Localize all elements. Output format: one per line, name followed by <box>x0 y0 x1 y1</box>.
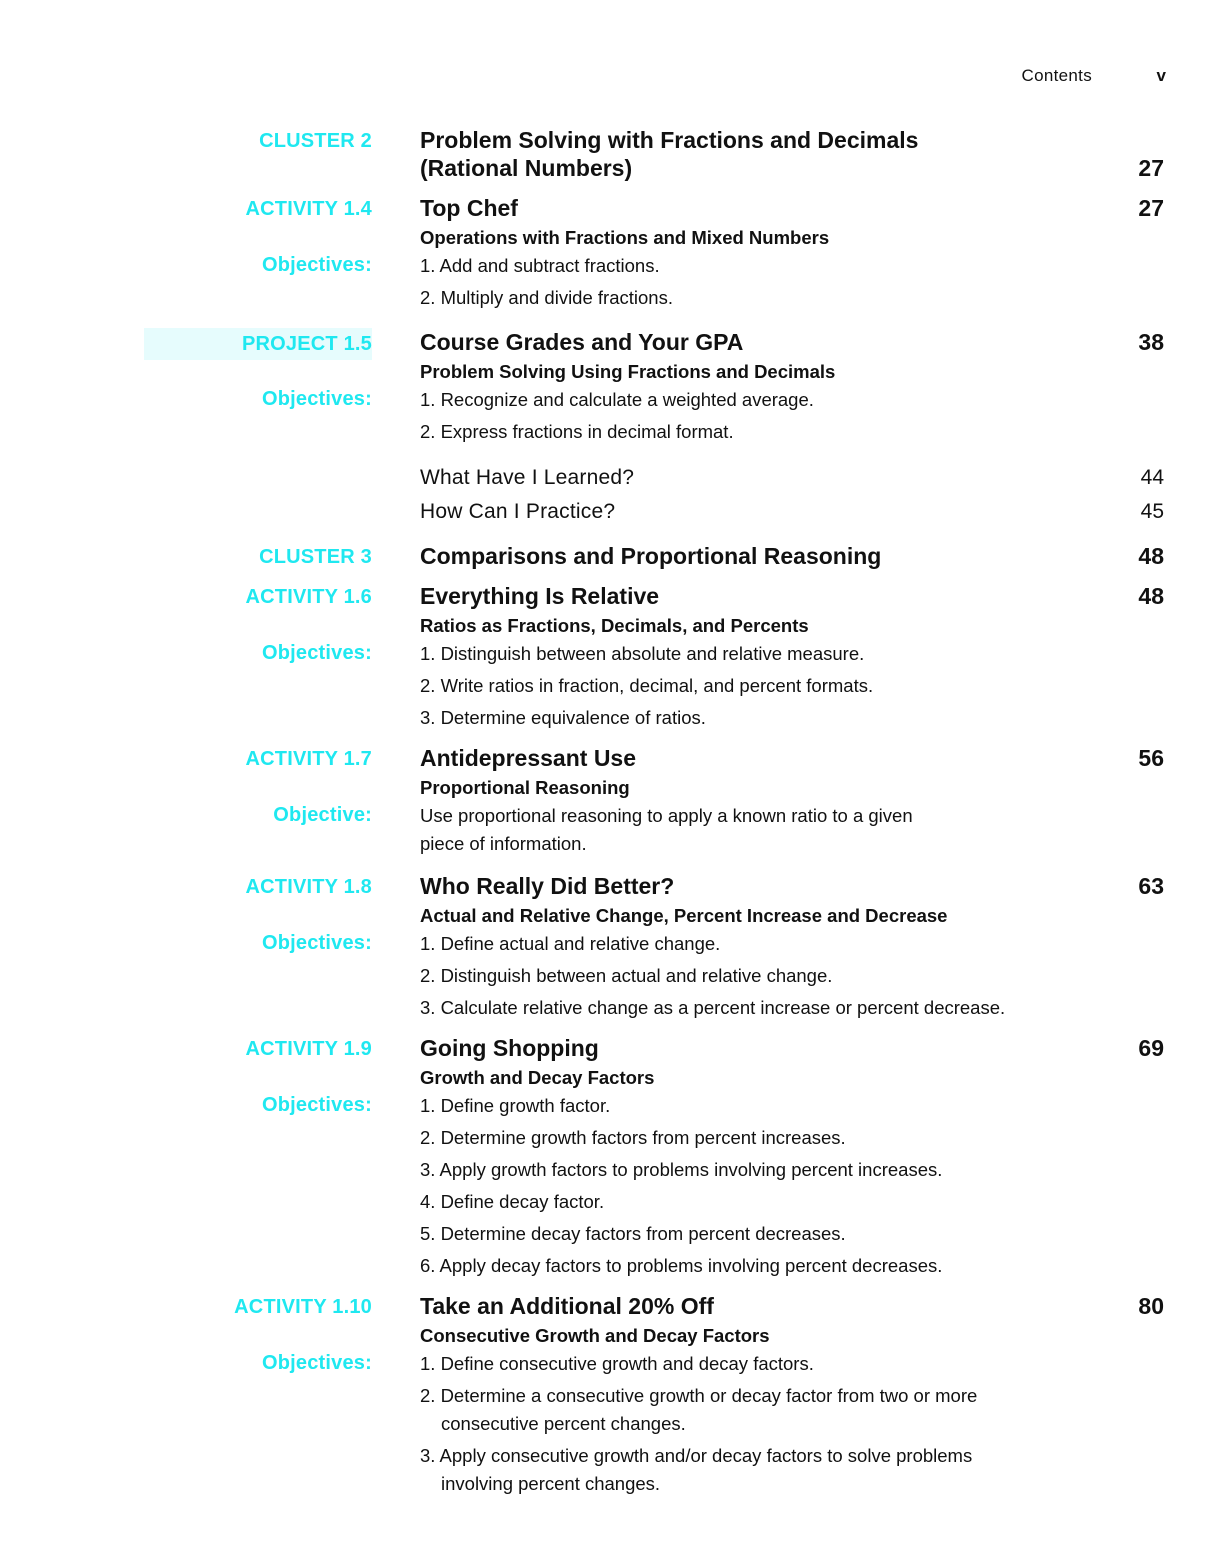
objective-item: 2. Write ratios in fraction, decimal, and percent formats. <box>420 675 874 696</box>
objectives-label: Objectives: <box>261 254 372 276</box>
activity-subtitle: Ratios as Fractions, Decimals, and Percents <box>420 615 809 636</box>
entry-text: What Have I Learned? <box>420 466 635 489</box>
objective-item: 6. Apply decay factors to problems involving percent decreases. <box>420 1255 943 1276</box>
objective-item-continuation: involving percent changes. <box>441 1473 661 1494</box>
running-header-title: Contents <box>1021 66 1092 85</box>
objective-label: Objective: <box>273 804 372 826</box>
entry-page: 38 <box>1138 329 1164 355</box>
objective-item: 1. Define growth factor. <box>420 1095 611 1116</box>
objectives-label: Objectives: <box>261 932 372 954</box>
entry-page: 63 <box>1138 873 1164 899</box>
objective-item: 1. Add and subtract fractions. <box>420 255 660 276</box>
activity-title: Antidepressant Use <box>420 745 637 771</box>
entry-page: 80 <box>1138 1293 1164 1319</box>
cluster-title-line-2: (Rational Numbers) <box>420 155 633 181</box>
cluster-label: CLUSTER 2 <box>259 130 372 152</box>
cluster-title: Comparisons and Proportional Reasoning <box>420 543 882 569</box>
activity-title: Everything Is Relative <box>420 583 660 609</box>
activity-subtitle: Operations with Fractions and Mixed Numbers <box>420 227 830 248</box>
objective-item: 3. Apply consecutive growth and/or decay factors to solve problems <box>420 1445 973 1466</box>
objective-text-line-1: Use proportional reasoning to apply a known ratio to a given <box>420 805 913 826</box>
activity-subtitle: Actual and Relative Change, Percent Increase and Decrease <box>420 905 948 926</box>
cluster-label: CLUSTER 3 <box>259 546 372 568</box>
activity-subtitle: Proportional Reasoning <box>420 777 630 798</box>
activity-label: ACTIVITY 1.4 <box>245 198 372 220</box>
objective-item: 1. Define actual and relative change. <box>420 933 721 954</box>
activity-subtitle: Consecutive Growth and Decay Factors <box>420 1325 770 1346</box>
objective-item: 2. Distinguish between actual and relative change. <box>420 965 833 986</box>
objective-item: 1. Define consecutive growth and decay factors. <box>420 1353 814 1374</box>
activity-title: Take an Additional 20% Off <box>420 1293 714 1319</box>
objectives-label: Objectives: <box>261 388 372 410</box>
objective-item: 2. Multiply and divide fractions. <box>420 287 673 308</box>
objective-item: 2. Express fractions in decimal format. <box>420 421 734 442</box>
activity-title: Top Chef <box>420 195 518 221</box>
objective-item: 3. Determine equivalence of ratios. <box>420 707 706 728</box>
objective-item-continuation: consecutive percent changes. <box>441 1413 686 1434</box>
activity-label: ACTIVITY 1.9 <box>245 1038 372 1060</box>
entry-page: 27 <box>1138 155 1164 181</box>
objective-item: 2. Determine growth factors from percent increases. <box>420 1127 846 1148</box>
objectives-label: Objectives: <box>261 1094 372 1116</box>
activity-label: ACTIVITY 1.8 <box>245 876 372 898</box>
entry-page: 48 <box>1138 583 1164 609</box>
activity-label: ACTIVITY 1.6 <box>245 586 372 608</box>
entry-text: How Can I Practice? <box>420 500 616 523</box>
objective-item: 1. Distinguish between absolute and relative measure. <box>420 643 865 664</box>
objective-item: 4. Define decay factor. <box>420 1191 605 1212</box>
entry-page: 69 <box>1138 1035 1164 1061</box>
activity-label: ACTIVITY 1.7 <box>245 748 372 770</box>
activity-subtitle: Growth and Decay Factors <box>420 1067 655 1088</box>
entry-page: 56 <box>1138 745 1164 771</box>
activity-label: ACTIVITY 1.10 <box>234 1296 372 1318</box>
objective-item: 5. Determine decay factors from percent decreases. <box>420 1223 846 1244</box>
project-title: Course Grades and Your GPA <box>420 329 744 355</box>
objective-item: 3. Apply growth factors to problems involving percent increases. <box>420 1159 943 1180</box>
objective-text-line-2: piece of information. <box>420 833 587 854</box>
running-header <box>0 66 1224 90</box>
objective-item: 3. Calculate relative change as a percent increase or percent decrease. <box>420 997 1006 1018</box>
project-label: PROJECT 1.5 <box>144 328 372 360</box>
entry-page: 45 <box>1140 500 1164 523</box>
entry-page: 27 <box>1138 195 1164 221</box>
entry-page: 48 <box>1138 543 1164 569</box>
activity-title: Going Shopping <box>420 1035 599 1061</box>
objectives-label: Objectives: <box>261 642 372 664</box>
objective-item: 2. Determine a consecutive growth or decay factor from two or more <box>420 1385 978 1406</box>
objective-item: 1. Recognize and calculate a weighted average. <box>420 389 814 410</box>
page-number: v <box>1156 66 1166 85</box>
project-subtitle: Problem Solving Using Fractions and Decimals <box>420 361 836 382</box>
entry-page: 44 <box>1140 466 1164 489</box>
cluster-title-line-1: Problem Solving with Fractions and Decimals <box>420 127 919 153</box>
objectives-label: Objectives: <box>261 1352 372 1374</box>
activity-title: Who Really Did Better? <box>420 873 675 899</box>
